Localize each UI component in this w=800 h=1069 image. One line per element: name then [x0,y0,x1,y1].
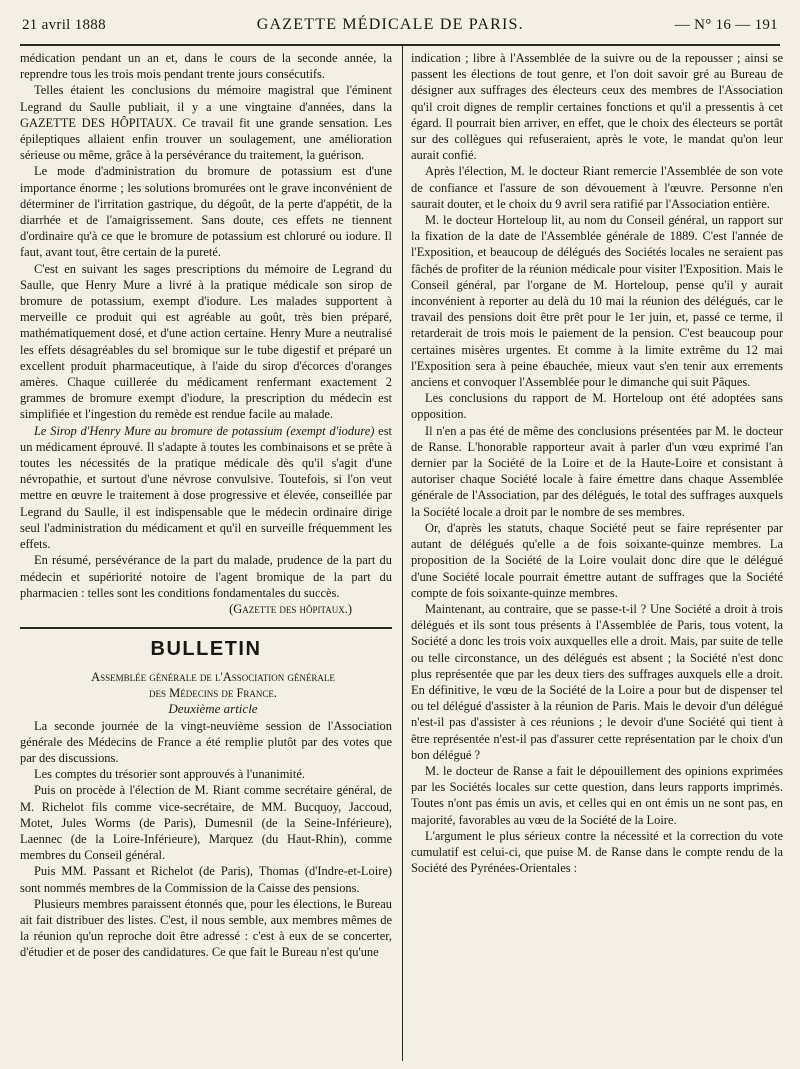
header-rule [20,44,780,46]
paragraph: indication ; libre à l'Assemblée de la suivre ou de la repousser ; ainsi se passent les élections de tout genre, et l'on doit savoir gré au Bureau de désigner aux suffrages des électeurs ceux des membres de l'Association qu'il croit dignes de remplir certaines fonctions et qu'il a pressentis à cet égard. Il pourrait bien arriver, en effet, que le choix des électeurs se portât sur des collègues qui refuseraient, après le vote, le mandat qu'on leur aurait confié. [411,51,783,163]
paragraph: Puis MM. Passant et Richelot (de Paris), Thomas (d'Indre-et-Loire) sont nommés membres de la Commission de la Caisse des pensions. [20,864,392,895]
paragraph: M. le docteur Horteloup lit, au nom du Conseil général, un rapport sur la fixation de la date de l'Assemblée générale de 1889. C'est l'année de l'Exposition, et beaucoup de délégués des Sociétés locales ne seraient pas fâchés de profiter de la réunion médicale pour visiter l'Exposition. Mais le Conseil général, par l'organe de M. Horteloup, pense qu'il y aurait inconvénient à reporter au delà du 10 mai la réunion des délégués, car le travail des pensions doit être prêt pour le 1er juin, et, passé ce terme, il retarderait de trois mois le paiement de la pension. C'est beaucoup pour certaines misères urgentes. Et comme à la limite extrême du 12 mai l'Exposition sera à peine ébauchée, mieux vaut s'en tenir aux errements anciens et convoquer l'Assemblée pour le dimanche qui suit Pâques. [411,213,783,390]
paragraph: médication pendant un an et, dans le cours de la seconde année, la reprendre tous les trois mois pendant trente jours consécutifs. [20,51,392,82]
bulletin-title: BULLETIN [150,638,262,661]
right-column [411,50,783,876]
header-date: 21 avril 1888 [22,16,106,33]
paragraph: Telles étaient les conclusions du mémoire magistral que l'éminent Legrand du Saulle publiait, il y a une vingtaine d'années, dans la GAZETTE DES HÔPITAUX. Ce travail fit une grande sensation. Les épileptiques allaient enfin trouver un soulagement, une amélioration sérieuse ou même, grâce à la persévérance du traitement, la guérison. [20,83,392,163]
paragraph: Après l'élection, M. le docteur Riant remercie l'Assemblée de son vote de confiance et l'assure de son dévouement à l'œuvre. Personne n'en saurait douter, et le choix du 9 avril sera ratifié par l'Association entière. [411,164,783,211]
paragraph: Il n'en a pas été de même des conclusions présentées par M. le docteur de Ranse. L'honorable rapporteur avait à parler d'un vœu exprimé l'an dernier par la Société de la Loire et de la Haute-Loire et consistant à autoriser chaque Société locale à faire émettre dans chaque Assemblée générale de l'Association, par des délégués, le total des suffrages auxquels la Société locale a droit par le nombre de ses membres. [411,423,783,519]
paragraph: L'argument le plus sérieux contre la nécessité et la correction du vote cumulatif est celui-ci, que puise M. de Ranse dans le compte rendu de la Société des Pyrénées-Orientales : [411,828,783,876]
header-page-number: — N° 16 — 191 [674,16,778,33]
paragraph: Maintenant, au contraire, que se passe-t-il ? Une Société a droit à trois délégués et ils sont tous présents à l'Assemblée de Paris, tous votent, la Société a donc les trois voix auxquelles elle a droit. Mais, par suite de telle ou telle circonstance, un des délégués est absent ; la Société n'est donc plus représentée que par les deux tiers des suffrages auxquels elle a droit. En définitive, le vœu de la Société de la Loire a pour but de dispenser tel ou tel délégué d'assister à la réunion de Paris. Mais le devoir d'un délégué n'est-il pas d'assister à ces réunions ; le devoir d'une Société qui tient à être représentée n'est-il pas d'assurer cette représentation par le choix d'un bon délégué ? [411,601,783,762]
column-divider [402,46,403,1061]
paragraph: C'est en suivant les sages prescriptions du mémoire de Legrand du Saulle, que Henry Mure a livré à la pratique médicale son sirop de bromure de potassium, exempt d'iodure. Les malades supportent à merveille ce produit qui est agréable au goût, très bien préparé, mathématiquement dosé, et d'une action certaine. Henry Mure a neutralisé les effets désagréables du sel bromique sur le tube digestif et préparé un excellent produit pharmaceutique, à l'aide du sirop d'écorces d'oranges amères. Chaque cuillerée du médicament renfermant exactement 2 grammes de bromure exempt d'iodure, la prescription du médecin est simplifiée et l'ingestion du remède est rendue facile au malade. [20,261,392,422]
paragraph: La seconde journée de la vingt-neuvième session de l'Association générale des Médecins de France a été remplie plutôt par des votes que par des discussions. [20,718,392,765]
header-title: GAZETTE MÉDICALE DE PARIS. [256,16,524,33]
paragraph: Les comptes du trésorier sont approuvés à l'unanimité. [34,767,305,782]
paragraph: Or, d'après les statuts, chaque Société peut se faire représenter par autant de délégués qu'elle a de fois soixante-quinze membres. La proposition de la Société de la Loire voulait donc dire que le délégué d'une Société locale pourrait émettre autant de suffrages que la Société compte de fois soixante-quinze membres. [411,520,783,600]
paragraph-sirop [20,423,392,553]
paragraph: M. le docteur de Ranse a fait le dépouillement des opinions exprimées par les Sociétés locales sur cette question, dans leurs rapports imprimés. Toutes n'ont pas émis un avis, et celles qui en ont émis un ne sont pas, en majorité, favorables au vœu de la Société de la Loire. [411,763,783,827]
citation: (Gazette des hôpitaux.) [229,601,352,616]
bulletin-subtitle: des Médecins de France. [148,686,278,701]
paragraph: Les conclusions du rapport de M. Horteloup ont été adoptées sans opposition. [411,391,783,422]
paragraph: Le mode d'administration du bromure de potassium est d'une importance énorme ; les solutions bromurées ont le grave inconvénient de déterminer de l'irritation gastrique, du dégoût, de la perte d'appétit, de la diarrhée et de l'amaigrissement. Sans doute, ces effets ne tiennent d'ordinaire qu'à ce que le bromure de potassium est chloruré ou iodure. Il faut, avant tout, être certain de la pureté. [20,164,392,260]
sirop-rest-text: est un médicament éprouvé. Il s'adapte à toutes les combinaisons et se prête à toutes les nécessités de la pratique médicale dès qu'il s'agit d'une névropathie, et surtout d'une névrose convulsive. Toutefois, si l'on veut mettre en œuvre le traitement à dose progressive et élevée, conseillée par Legrand du Saulle, il est indispensable que le médecin ordinaire dirige seul l'administration du médicament et qu'il en surveille fréquemment les effets. [20,423,392,552]
page-header [22,14,778,36]
paragraph: Plusieurs membres paraissent étonnés que, pour les élections, le Bureau ait fait distribuer des listes. C'est, il nous semble, aux membres mêmes de la réunion qu'un reproche doit être adressé : c'est à eux de se concerter, d'étudier et de poser des candidatures. Ce que fait le Bureau n'est qu'une [20,896,392,960]
paragraph-resume: En résumé, persévérance de la part du malade, prudence de la part du médecin et supériorité notoire de l'agent bromique de la part du pharmacien : telles sont les conditions fondamentales du succès. [20,553,392,600]
paragraph: Puis on procède à l'élection de M. Riant comme secrétaire général, de M. Richelot fils comme vice-secrétaire, de MM. Bucquoy, Jaccoud, Motet, Jules Worms (de Paris), Dumesnil (de la Seine-Inférieure), Laennec (de la Loire-Inférieure), Marquez (du Haut-Rhin), comme membres du Conseil général. [20,783,392,863]
sirop-italic-text: Le Sirop d'Henry Mure au bromure de potassium (exempt d'iodure) [34,423,375,438]
bulletin-article-label: Deuxième article [168,701,258,717]
section-rule [20,627,392,629]
left-column [20,50,392,961]
bulletin-subtitle: Assemblée générale de l'Association générale [91,670,335,685]
